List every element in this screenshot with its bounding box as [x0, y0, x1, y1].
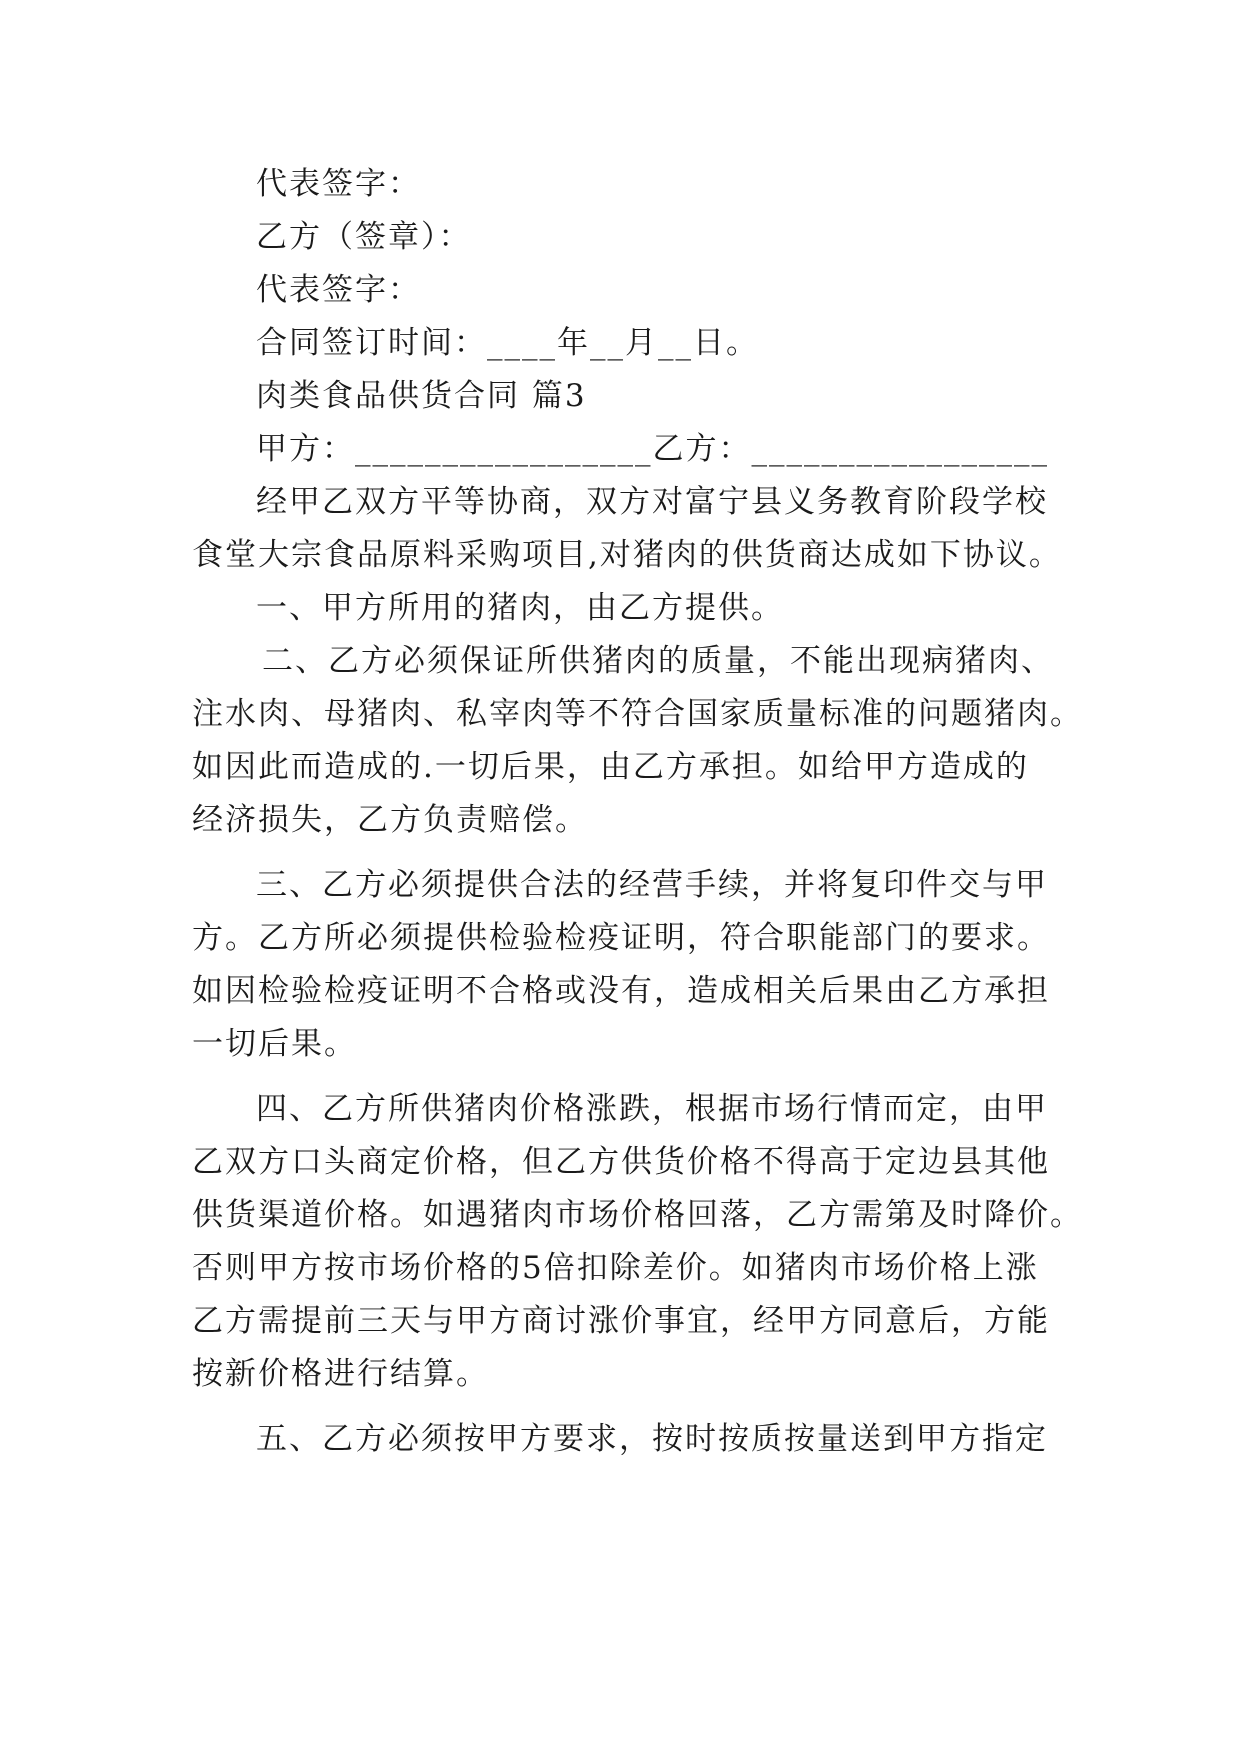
intro-paragraph-line: 经甲乙双方平等协商，双方对富宁县义务教育阶段学校	[256, 484, 1048, 520]
clause-3-line: 如因检验检疫证明不合格或没有，造成相关后果由乙方承担	[192, 973, 1050, 1009]
paragraph-spacer	[192, 1071, 1064, 1083]
paragraph-spacer	[192, 1401, 1064, 1413]
clause-4-line: 乙双方口头商定价格，但乙方供货价格不得高于定边县其他	[192, 1144, 1050, 1180]
paragraph-spacer	[192, 847, 1064, 859]
clause-3-line: 三、乙方必须提供合法的经营手续，并将复印件交与甲	[256, 867, 1048, 903]
representative-signature-label-2: 代表签字：	[256, 272, 421, 308]
section-title: 肉类食品供货合同 篇3	[256, 378, 587, 414]
representative-signature-label: 代表签字：	[256, 166, 421, 202]
clause-4-line: 按新价格进行结算。	[192, 1356, 489, 1392]
contract-date-line: 合同签订时间：____年__月__日。	[256, 325, 759, 361]
intro-paragraph-line: 食堂大宗食品原料采购项目,对猪肉的供货商达成如下协议。	[192, 537, 1062, 573]
clause-4-line: 四、乙方所供猪肉价格涨跌，根据市场行情而定，由甲	[256, 1091, 1048, 1127]
clause-2-line: 经济损失，乙方负责赔偿。	[192, 802, 588, 838]
party-b-seal-label: 乙方（签章）：	[256, 219, 472, 255]
clause-4-line: 否则甲方按市场价格的5倍扣除差价。如猪肉市场价格上涨	[192, 1250, 1039, 1286]
document-body	[192, 158, 1083, 1466]
clause-5-line: 五、乙方必须按甲方要求，按时按质按量送到甲方指定	[256, 1421, 1048, 1457]
clause-4-line: 乙方需提前三天与甲方商讨涨价事宜，经甲方同意后，方能	[192, 1303, 1050, 1339]
clause-3-line: 一切后果。	[192, 1026, 357, 1062]
parties-line: 甲方：_________________乙方：_________________	[256, 431, 1049, 467]
clause-4-line: 供货渠道价格。如遇猪肉市场价格回落，乙方需第及时降价。	[192, 1197, 1083, 1233]
clause-2-line: 二、乙方必须保证所供猪肉的质量，不能出现病猪肉、	[262, 643, 1054, 679]
clause-2-line: 注水肉、母猪肉、私宰肉等不符合国家质量标准的问题猪肉。	[192, 696, 1083, 732]
clause-3-line: 方。乙方所必须提供检验检疫证明，符合职能部门的要求。	[192, 920, 1050, 956]
clause-1-line: 一、甲方所用的猪肉，由乙方提供。	[256, 590, 784, 626]
clause-2-line: 如因此而造成的.一切后果，由乙方承担。如给甲方造成的	[192, 749, 1029, 785]
